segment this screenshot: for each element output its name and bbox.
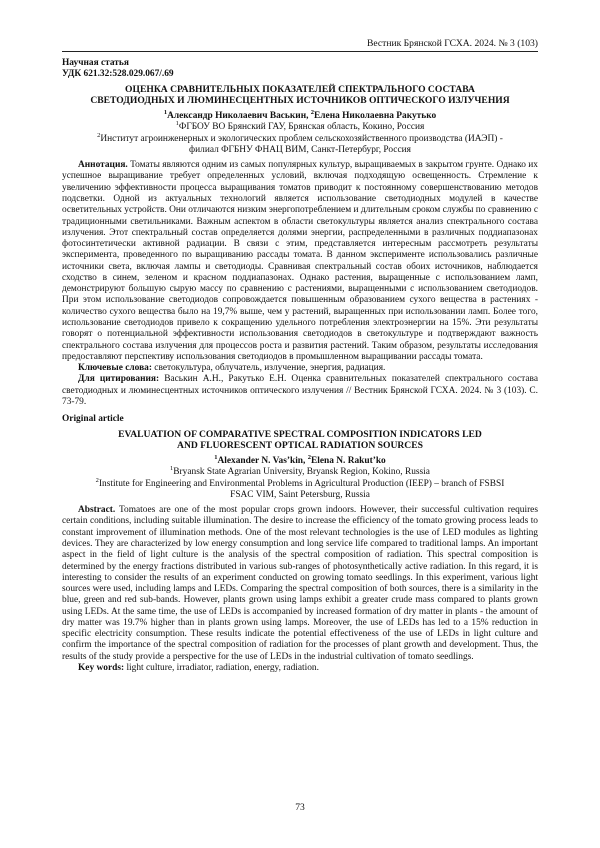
- citation-text: Васькин А.Н., Ракутько Е.Н. Оценка сравнительных показателей спектрального состава светодиодных и люминесцентных источников оптического излучения // Вестник Брянской ГСХА. 2024. № 3 (103). С. 73-79.: [62, 374, 539, 407]
- abstract-label: Аннотация.: [78, 160, 128, 171]
- abstract-ru: [62, 160, 538, 363]
- author-name: Александр Николаевич Васькин: [167, 110, 307, 121]
- affiliation-1-en: $^1$Bryansk State Agrarian University, Bryansk Region, Kokino, Russia: [170, 465, 430, 478]
- author-name: Елена Николаевна Ракутько: [314, 110, 437, 121]
- keywords-label: Key words:: [78, 663, 125, 674]
- authors-en: $^1$Alexander N. Vas’kin, $^2$Elena N. Rakut’ko: [214, 453, 386, 466]
- article-title-en: [62, 429, 538, 452]
- journal-header: Вестник Брянской ГСХА. 2024. № 3 (103): [366, 38, 538, 49]
- keywords-ru: [62, 363, 538, 374]
- title-line: ОЦЕНКА СРАВНИТЕЛЬНЫХ ПОКАЗАТЕЛЕЙ СПЕКТРАЛЬНОГО СОСТАВА: [125, 83, 475, 95]
- title-line: СВЕТОДИОДНЫХ И ЛЮМИНЕСЦЕНТНЫХ ИСТОЧНИКОВ ОПТИЧЕСКОГО ИЗЛУЧЕНИЯ: [90, 95, 510, 107]
- keywords-label: Ключевые слова:: [78, 363, 152, 374]
- author-name: Elena N. Rakut’ko: [310, 455, 386, 466]
- title-line: AND FLUORESCENT OPTICAL RADIATION SOURCES: [177, 440, 423, 452]
- article-body: [62, 58, 538, 674]
- abstract-en: [62, 505, 538, 663]
- abstract-label: Abstract.: [78, 505, 116, 516]
- affiliation-1-ru: $^1$ФГБОУ ВО Брянский ГАУ, Брянская область, Кокино, Россия: [175, 120, 425, 133]
- udc-code: УДК 621.32:528.029.067/.69: [62, 69, 174, 80]
- author-name: Alexander N. Vas’kin,: [217, 455, 306, 466]
- authors-ru: $^1$Александр Николаевич Васькин, $^2$Елена Николаевна Ракутько: [163, 108, 437, 121]
- page-number: 73: [295, 802, 305, 813]
- affiliation-2-en: $^2$Institute for Engineering and Environmental Problems in Agricultural Production (IEEP) – branch of FSBSI FSAC VIM, Saint Petersburg, Russia: [95, 476, 505, 500]
- keywords-text: светокультура, облучатель, излучение, энергия, радиация.: [154, 363, 386, 374]
- article-type-en: Original article: [62, 414, 124, 425]
- keywords-en: [62, 663, 538, 674]
- article-type: Научная статья: [62, 58, 129, 68]
- citation-label: Для цитирования:: [78, 374, 160, 385]
- affiliation-2-ru: $^2$Институт агроинженерных и экологических проблем сельскохозяйственного производства (ИАЭП) - филиал ФГБНУ ФНАЦ ВИМ, Санкт-Петербург, Россия: [97, 131, 503, 155]
- abstract-text: Tomatoes are one of the most popular crops grown indoors. However, their successful cultivation requires certain conditions, including suitable illumination. The desire to increase the efficiency of the tomato growing process leads to constant improvement of illumination methods. One of the most relevant technologies is the use of LED modules as lighting devices. They are characterized by low energy consumption and long service life compared to traditional lamps. An important aspect in the field of light culture is the analysis of the spectral composition of radiation. This spectral composition is determined by the energy fractions distributed in various sub-ranges of photosynthetically active radiation. In this regard, it is interesting to consider the results of an experiment conducted on growing tomato seedlings. In this experiment, various light sources were used, including lamps and LEDs. Comparing the spectral composition of both sources, there is a similarity in the blue, green and red sub-bands. However, plants grown using lamps exhibit a greater crude mass compared to plants grown using LEDs. At the same time, the use of LEDs is accompanied by increased formation of dry matter in plants - the amount of dry matter was 19.7% higher than in plants grown using lamps. Moreover, the use of LEDs has led to a 15% reduction in specific electricity consumption. These results indicate the potential effectiveness of the use of LEDs in light culture and confirm the importance of the spectral composition of radiation for the processes of plant growth and development. Thus, the results of the study provide a perspective for the use of LEDs in the industrial cultivation of tomato seedlings.: [62, 505, 538, 662]
- header-rule: [62, 51, 538, 52]
- abstract-text: Томаты являются одним из самых популярных культур, выращиваемых в закрытом грунте. Однако их успешное выращивание требует определенных условий, включая подходящую освещенность. Стремление к увеличению эффективности процесса выращивания томатов приводит к постоянному совершенствованию методов подсветки. Одной из актуальных технологий является использование светодиодных модулей в качестве осветительных устройств. Они отличаются низким энергопотреблением и длительным сроком службы по сравнению с традиционными светильниками. Важным аспектом в области светокультуры является анализ спектрального состава излучения. Этот спектральный состав определяется долями энергии, распределенными в различных поддиапазонах фотосинтетически активной радиации. В связи с этим, представляется интересным рассмотреть результаты эксперимента, проведенного по выращиванию рассады томата. В данном эксперименте использовались различные источники света, включая лампы и светодиоды. Сравнивая спектральный состав обоих источников, наблюдается сходство в синем, зеленом и красном поддиапазонах. Однако растения, выращенные с использованием ламп, демонстрируют большую сырую массу по сравнению с растениями, выращенными с использованием светодиодов. При этом использование светодиодов сопровождается повышенным образованием сухого вещества в растениях - количество сухого вещества было на 19,7% выше, чем у растений, выращенных при использовании ламп. Более того, использование светодиодов привело к сокращению удельного потребления электроэнергии на 15%. Эти результаты говорят о потенциальной эффективности использования светодиодов в светокультуре и подтверждают важность спектрального состава излучения для процессов роста и развития растений. Таким образом, результаты исследования предоставляют перспективу использования светодиодов в промышленном выращивании рассады томата.: [62, 160, 538, 362]
- citation-ru: [62, 374, 538, 408]
- article-title-ru: [62, 84, 538, 107]
- title-line: EVALUATION OF COMPARATIVE SPECTRAL COMPOSITION INDICATORS LED: [118, 428, 482, 440]
- keywords-text: light culture, irradiator, radiation, energy, radiation.: [126, 663, 319, 674]
